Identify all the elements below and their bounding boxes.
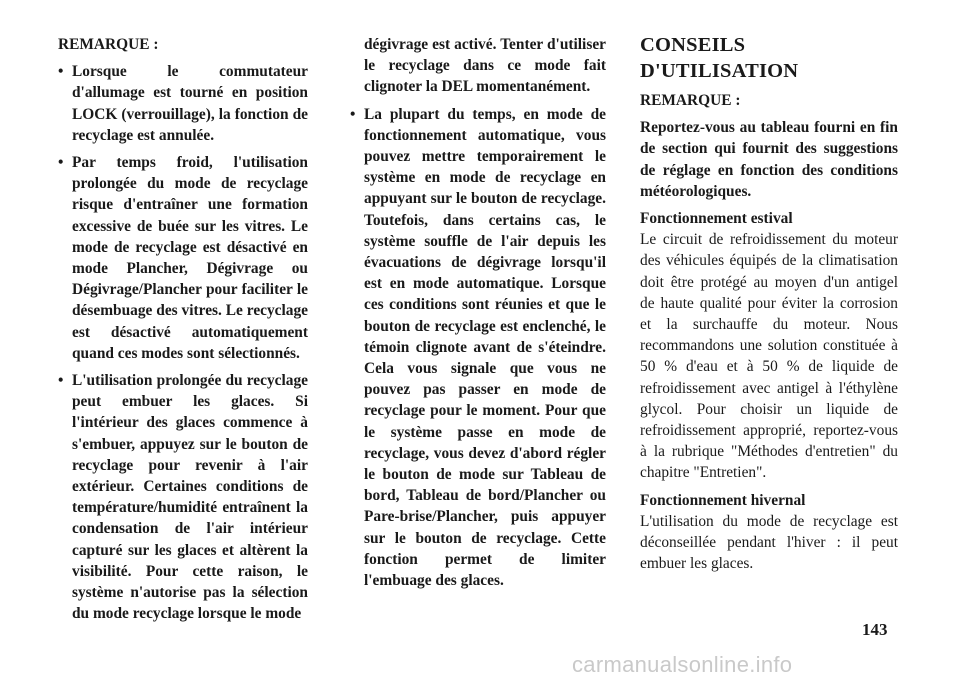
bullet-list [58, 61, 308, 624]
continuation-text: dégivrage est activé. Tenter d'utiliser le recyclage dans ce mode fait clignoter la DEL momentanément. [364, 36, 606, 96]
watermark: carmanualsonline.info [572, 652, 793, 677]
section-heading: CONSEILS D'UTILISATION [640, 34, 799, 82]
list-item: • Lorsque le commutateur d'allumage est tourné en position LOCK (verrouillage), la fonction de recyclage est annulée. [58, 61, 308, 146]
summer-heading: Fonctionnement estival [640, 210, 793, 228]
list-item: • L'utilisation prolongée du recyclage peut embuer les glaces. Si l'intérieur des glaces commence à s'embuer, appuyez sur le bouton de recyclage pour revenir à l'air extérieur. Certaines conditions de température/humidité entraînent la condensation de l'air intérieur capturé sur les glaces et altèrent la visibilité. Pour cette raison, le système n'autorise pas la sélection du mode recyclage lorsque le mode [58, 370, 308, 624]
summer-text: Le circuit de refroidissement du moteur des véhicules équipés de la climatisation doit être protégé au moyen d'un antigel de haute qualité pour éviter la corrosion et la surchauffe du moteur. Nous recommandons une solution constituée à 50 % d'eau et à 50 % de liquide de refroidissement avec antigel à l'éthylène glycol. Pour choisir un liquide de refroidissement approprié, reportez-vous à la rubrique "Méthodes d'entretien" du chapitre "Entretien". [640, 231, 898, 482]
note-label: REMARQUE : [58, 36, 159, 53]
list-item: • Par temps froid, l'utilisation prolongée du mode de recyclage risque d'entraîner une formation excessive de buée sur les vitres. Le mode de recyclage est désactivé en mode Plancher, Dégivrage ou Dégivrage/Plancher pour faciliter le désembuage des vitres. Le recyclage est désactivé automatiquement quand ces modes sont sélectionnés. [58, 152, 308, 364]
column-right [640, 32, 898, 574]
winter-text: L'utilisation du mode de recyclage est déconseillée pendant l'hiver : il peut embuer les glaces. [640, 512, 898, 573]
note-text: Reportez-vous au tableau fourni en fin de section qui fournit des suggestions de réglage en fonction des conditions météorologiques. [640, 119, 898, 200]
page-number: 143 [862, 620, 888, 639]
note-label: REMARQUE : [640, 92, 741, 109]
winter-heading: Fonctionnement hivernal [640, 491, 806, 509]
column-middle [350, 34, 606, 597]
bullet-list [350, 104, 606, 592]
column-left [58, 34, 308, 630]
list-item: • La plupart du temps, en mode de fonctionnement automatique, vous pouvez mettre temporairement le système en mode de recyclage en appuyant sur le bouton de recyclage. Toutefois, dans certains cas, le système souffle de l'air depuis les évacuations de dégivrage lorsqu'il est en mode automatique. Lorsque ces conditions sont réunies et que le bouton de recyclage est enclenché, le témoin clignote avant de s'éteindre. Cela vous signale que vous ne pouvez pas passer en mode de recyclage pour le moment. Pour que le système passe en mode de recyclage, vous devez d'abord régler le bouton de mode sur Tableau de bord, Tableau de bord/Plancher ou Pare-brise/Plancher, puis appuyer sur le bouton de recyclage. Cette fonction permet de limiter l'embuage des glaces. [350, 104, 606, 592]
